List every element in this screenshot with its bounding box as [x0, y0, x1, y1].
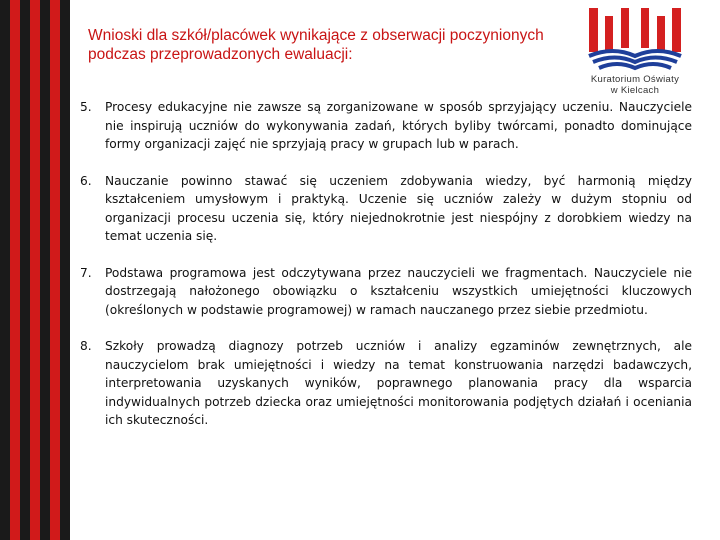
- item-text: Procesy edukacyjne nie zawsze są zorganizowane w sposób sprzyjający uczeniu. Nauczyciele nie inspirują uczniów do wykonywania zadań, których byliby twórcami, ponadto dominujące formy organizacji zajęć nie sprzyjają pracy w grupach lub w parach.: [105, 100, 692, 151]
- page-title: Wnioski dla szkół/placówek wynikające z obserwacji poczynionych podczas przeprowadzonych ewaluacji:: [88, 27, 544, 63]
- logo-line-1: Kuratorium Oświaty: [590, 74, 680, 85]
- item-number: 5.: [80, 100, 92, 114]
- decorative-stripes: [0, 0, 70, 540]
- logo: [570, 6, 700, 98]
- conclusions-list: [80, 98, 692, 448]
- book-logo-icon: [585, 6, 685, 72]
- list-item: [80, 264, 692, 320]
- logo-line-2: w Kielcach: [610, 85, 660, 96]
- item-number: 7.: [80, 265, 92, 280]
- item-text: Nauczanie powinno stawać się uczeniem zdobywania wiedzy, być harmonią między kształceniem umysłowym i praktyką. Uczenie się uczniów zależy w dużym stopniu od organizacji procesu uczenia się, który niejednokrotnie jest niespójny z dorobkiem wiedzy na temat uczenia się.: [105, 173, 692, 243]
- list-item: [80, 98, 692, 154]
- logo-caption: [570, 74, 700, 96]
- item-number: 6.: [80, 173, 92, 188]
- item-text: Szkoły prowadzą diagnozy potrzeb uczniów i analizy egzaminów zewnętrznych, ale nauczycielom brak umiejętności i wiedzy na temat konstruowania narzędzi badawczych, interpretowania uzyskanych wyników, poprawnego planowania pracy dla wsparcia indywidualnych potrzeb dziecka oraz umiejętności monitorowania podjętych działań i oceniania ich skuteczności.: [105, 339, 692, 427]
- item-text: Podstawa programowa jest odczytywana przez nauczycieli we fragmentach. Nauczyciele nie dostrzegają nałożonego obowiązku o kształceniu wszystkich umiejętności kluczowych (określonych w podstawie programowej) w ramach nauczanego przez siebie przedmiotu.: [105, 265, 692, 317]
- list-item: [80, 337, 692, 430]
- item-number: 8.: [80, 339, 92, 353]
- list-item: [80, 172, 692, 246]
